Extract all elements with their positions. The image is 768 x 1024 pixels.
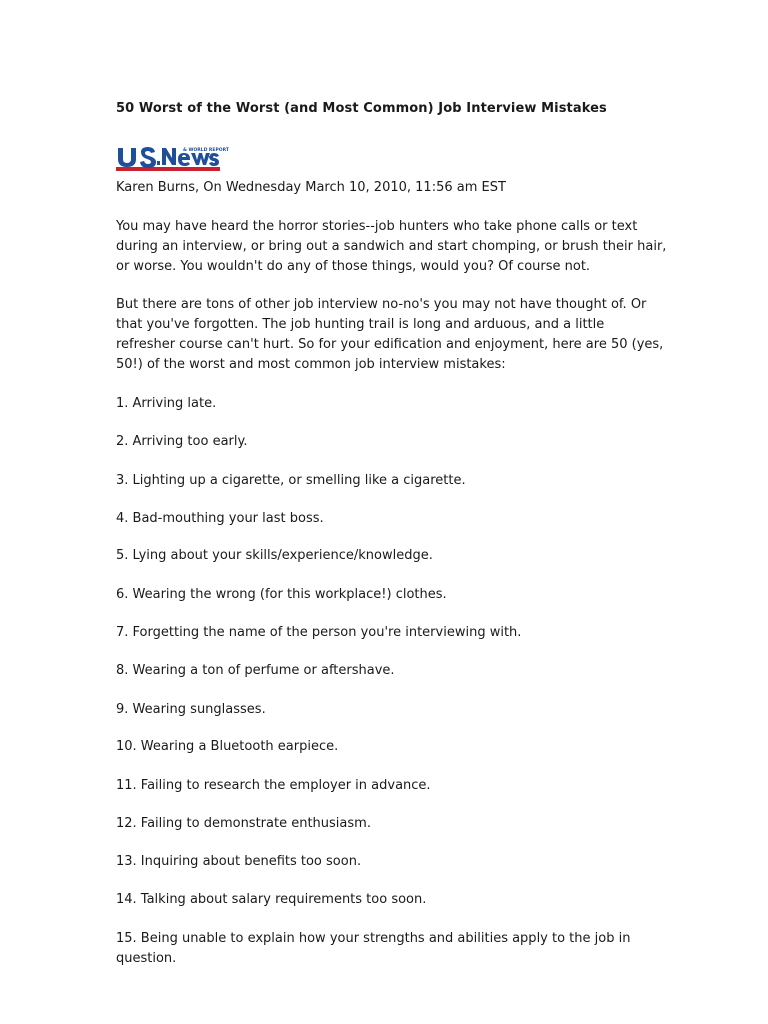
list-item: 12. Failing to demonstrate enthusiasm. <box>116 816 371 831</box>
byline: Karen Burns, On Wednesday March 10, 2010, 11:56 am EST <box>116 180 506 195</box>
intro-line: refresher course can't hurt. So for your edification and enjoyment, here are 50 (yes, <box>116 337 664 352</box>
list-item: 1. Arriving late. <box>116 396 217 411</box>
intro-line: that you've forgotten. The job hunting trail is long and arduous, and a little <box>116 317 605 332</box>
list-item: 8. Wearing a ton of perfume or aftershave. <box>116 663 395 678</box>
intro-line: during an interview, or bring out a sandwich and start chomping, or brush their hair, <box>116 239 667 254</box>
list-item: 11. Failing to research the employer in advance. <box>116 778 431 793</box>
list-item: 3. Lighting up a cigarette, or smelling like a cigarette. <box>116 473 466 488</box>
intro-paragraph-1 <box>116 217 667 277</box>
list-item-multiline <box>116 929 630 969</box>
list-item: 10. Wearing a Bluetooth earpiece. <box>116 739 339 754</box>
usnews-logo <box>116 146 229 172</box>
list-item: 6. Wearing the wrong (for this workplace!) clothes. <box>116 587 447 602</box>
intro-line: But there are tons of other job interview no-no's you may not have thought of. Or <box>116 297 647 312</box>
list-item: 7. Forgetting the name of the person you're interviewing with. <box>116 625 522 640</box>
list-item: 4. Bad-mouthing your last boss. <box>116 511 324 526</box>
list-item: 2. Arriving too early. <box>116 434 248 449</box>
list-item-line: question. <box>116 951 177 966</box>
list-item: 13. Inquiring about benefits too soon. <box>116 854 362 869</box>
logo-tag-text: & WORLD REPORT <box>183 148 229 153</box>
intro-line: 50!) of the worst and most common job interview mistakes: <box>116 357 506 372</box>
intro-line: or worse. You wouldn't do any of those things, would you? Of course not. <box>116 259 591 274</box>
intro-line: You may have heard the horror stories--job hunters who take phone calls or text <box>116 219 638 234</box>
list-item: 14. Talking about salary requirements too soon. <box>116 892 427 907</box>
list-item: 9. Wearing sunglasses. <box>116 702 266 717</box>
intro-paragraph-2 <box>116 295 664 375</box>
article-title: 50 Worst of the Worst (and Most Common) Job Interview Mistakes <box>116 101 607 116</box>
list-item-line: 15. Being unable to explain how your strengths and abilities apply to the job in <box>116 931 631 946</box>
list-item: 5. Lying about your skills/experience/knowledge. <box>116 548 433 563</box>
